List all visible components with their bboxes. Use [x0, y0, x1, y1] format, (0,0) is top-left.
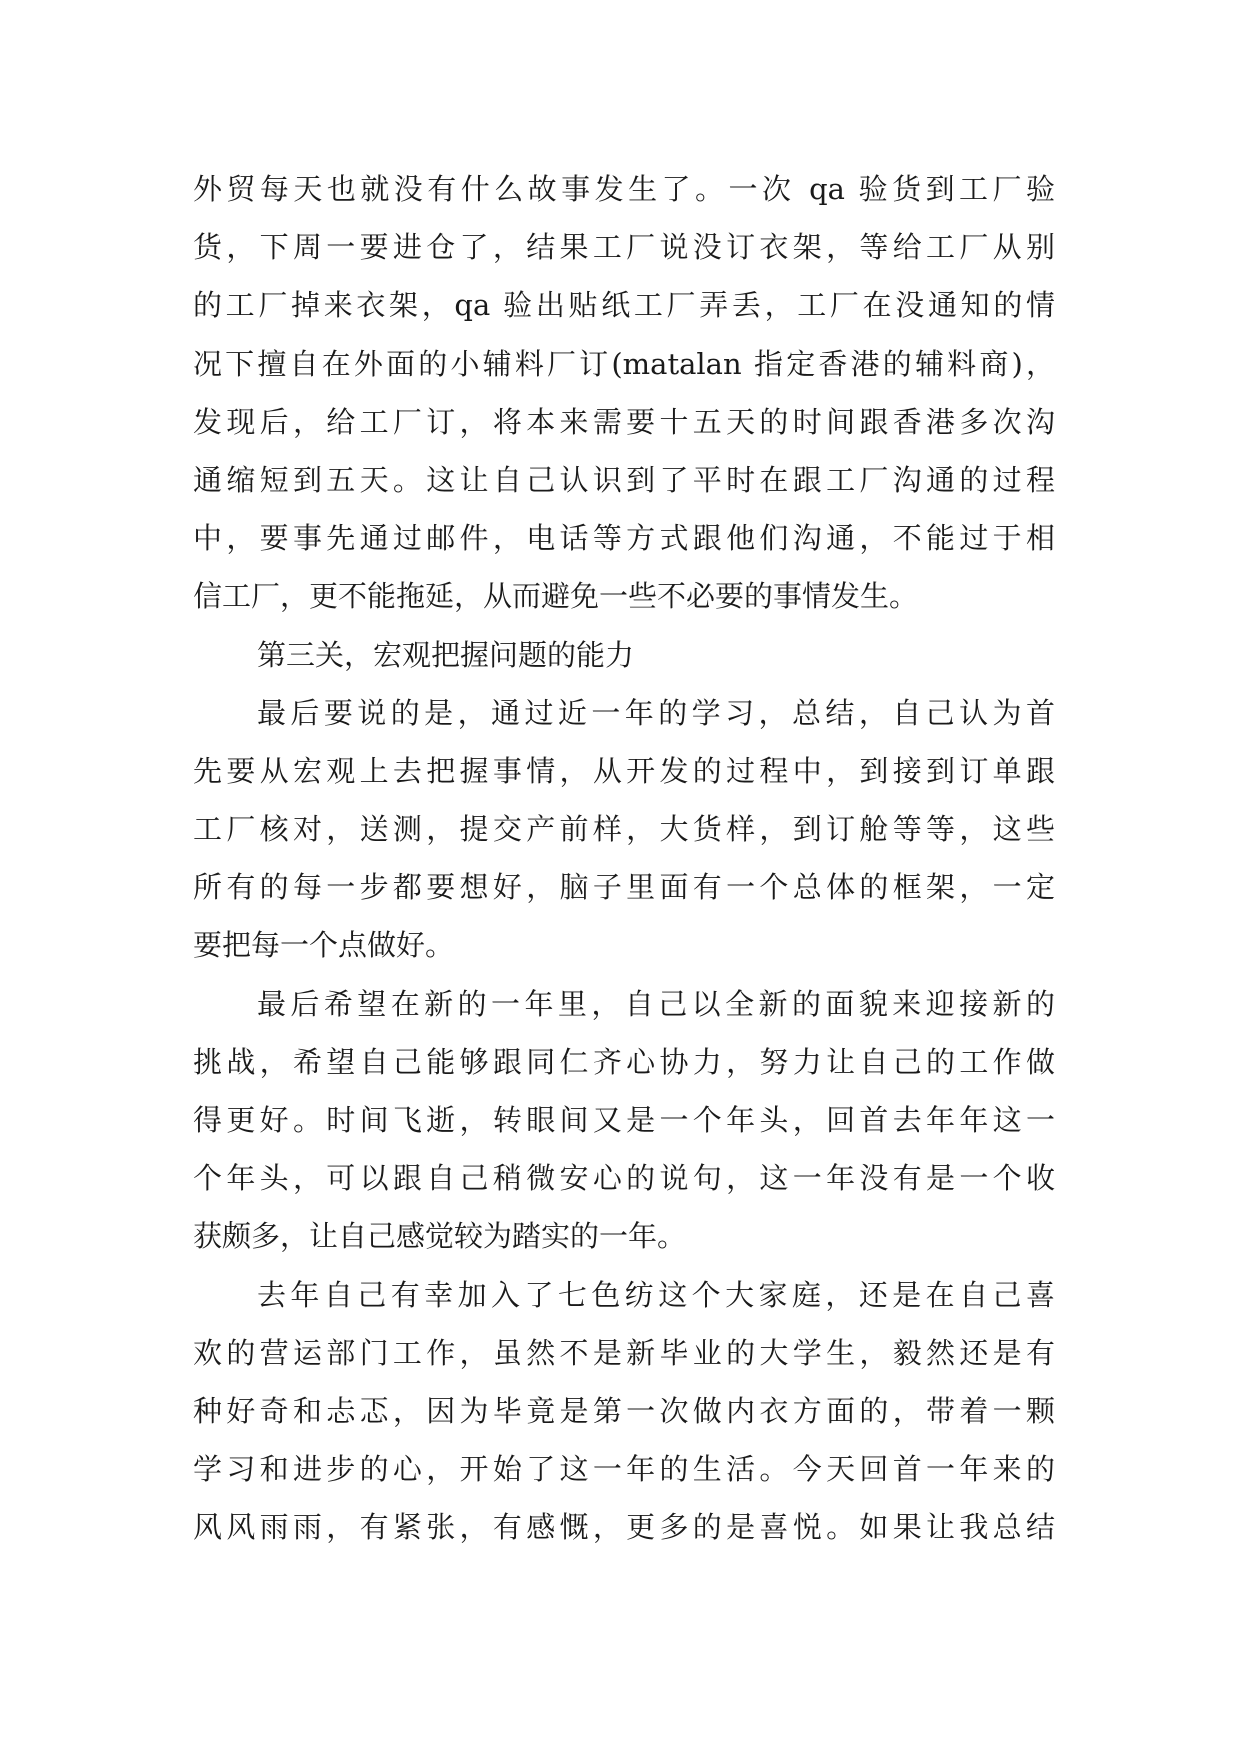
text-line: 去年自己有幸加入了七色纺这个大家庭，还是在自己喜: [257, 1277, 1055, 1312]
text-line: 先要从宏观上去把握事情，从开发的过程中，到接到订单跟: [193, 753, 1055, 788]
text-line: 学习和进步的心，开始了这一年的生活。今天回首一年来的: [193, 1452, 1055, 1487]
text-line: 风风雨雨，有紧张，有感慨，更多的是喜悦。如果让我总结: [193, 1510, 1055, 1545]
text-line: 个年头，可以跟自己稍微安心的说句，这一年没有是一个收: [193, 1161, 1055, 1196]
text-line: 外贸每天也就没有什么故事发生了。一次 qa 验货到工厂验: [193, 172, 1055, 206]
section-heading: [193, 626, 1055, 684]
text-line: 工厂核对，送测，提交产前样，大货样，到订舱等等，这些: [193, 812, 1055, 847]
text-line: 信工厂，更不能拖延，从而避免一些不必要的事情发生。: [193, 579, 919, 614]
text-line: 货，下周一要进仓了，结果工厂说没订衣架，等给工厂从别: [193, 230, 1055, 265]
text-line: 最后要说的是，通过近一年的学习，总结，自己认为首: [257, 695, 1055, 730]
text-line: 的工厂掉来衣架，qa 验出贴纸工厂弄丢，工厂在没通知的情: [193, 288, 1055, 323]
text-line: 挑战，希望自己能够跟同仁齐心协力，努力让自己的工作做: [193, 1044, 1055, 1079]
text-line: 况下擅自在外面的小辅料厂订(matalan 指定香港的辅料商)，: [193, 346, 1055, 381]
section-heading-text: 第三关，宏观把握问题的能力: [257, 637, 635, 672]
document-body: [193, 160, 1055, 1557]
paragraph-3: [193, 684, 1055, 975]
text-line: 通缩短到五天。这让自己认识到了平时在跟工厂沟通的过程: [193, 462, 1055, 497]
text-line: 要把每一个点做好。: [193, 928, 455, 963]
paragraph-5: [193, 1266, 1055, 1557]
text-line: 最后希望在新的一年里，自己以全新的面貌来迎接新的: [257, 986, 1055, 1021]
text-line: 所有的每一步都要想好，脑子里面有一个总体的框架，一定: [193, 870, 1055, 905]
text-line: 获颇多，让自己感觉较为踏实的一年。: [193, 1219, 687, 1254]
text-line: 种好奇和忐忑，因为毕竟是第一次做内衣方面的，带着一颗: [193, 1393, 1055, 1428]
text-line: 欢的营运部门工作，虽然不是新毕业的大学生，毅然还是有: [193, 1335, 1055, 1370]
text-line: 中，要事先通过邮件，电话等方式跟他们沟通，不能过于相: [193, 521, 1055, 556]
paragraph-1: [193, 160, 1055, 626]
text-line: 得更好。时间飞逝，转眼间又是一个年头，回首去年年这一: [193, 1103, 1055, 1137]
paragraph-4: [193, 975, 1055, 1266]
text-line: 发现后，给工厂订，将本来需要十五天的时间跟香港多次沟: [193, 404, 1055, 439]
